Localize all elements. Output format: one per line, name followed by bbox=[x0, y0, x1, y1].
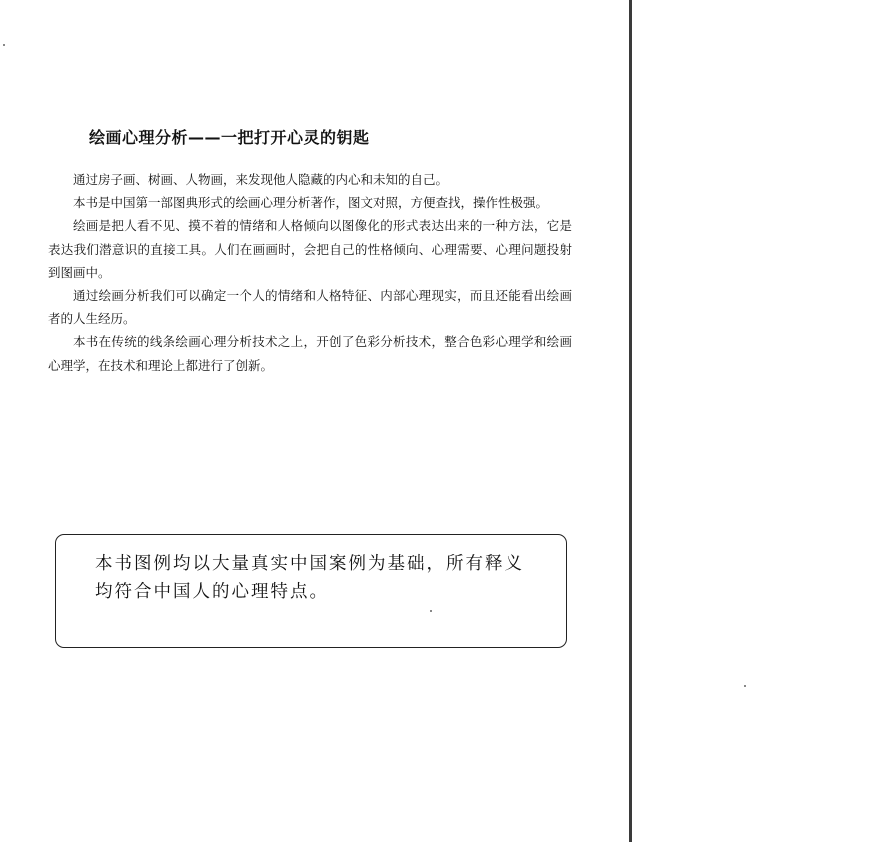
paragraph: 通过绘画分析我们可以确定一个人的情绪和人格特征、内部心理现实，而且还能看出绘画者的人生经历。 bbox=[48, 288, 572, 327]
page-title: 绘画心理分析——一把打开心灵的钥匙 bbox=[89, 128, 370, 147]
paragraph: 绘画是把人看不见、摸不着的情绪和人格倾向以图像化的形式表达出来的一种方法，它是表达我们潜意识的直接工具。人们在画画时，会把自己的性格倾向、心理需要、心理问题投射到图画中。 bbox=[48, 218, 572, 280]
note-text: 本书图例均以大量真实中国案例为基础，所有释义均符合中国人的心理特点。 bbox=[95, 554, 524, 602]
paragraph: 通过房子画、树画、人物画，来发现他人隐藏的内心和未知的自己。 bbox=[73, 172, 449, 187]
page-gutter-divider bbox=[629, 0, 632, 842]
paragraph: 本书是中国第一部图典形式的绘画心理分析著作，图文对照，方便查找，操作性极强。 bbox=[73, 195, 549, 211]
body-text bbox=[48, 168, 572, 377]
scan-speck bbox=[744, 685, 746, 687]
paragraph: 本书在传统的线条绘画心理分析技术之上，开创了色彩分析技术，整合色彩心理学和绘画心理学，在技术和理论上都进行了创新。 bbox=[48, 334, 572, 373]
scan-speck bbox=[3, 44, 5, 46]
